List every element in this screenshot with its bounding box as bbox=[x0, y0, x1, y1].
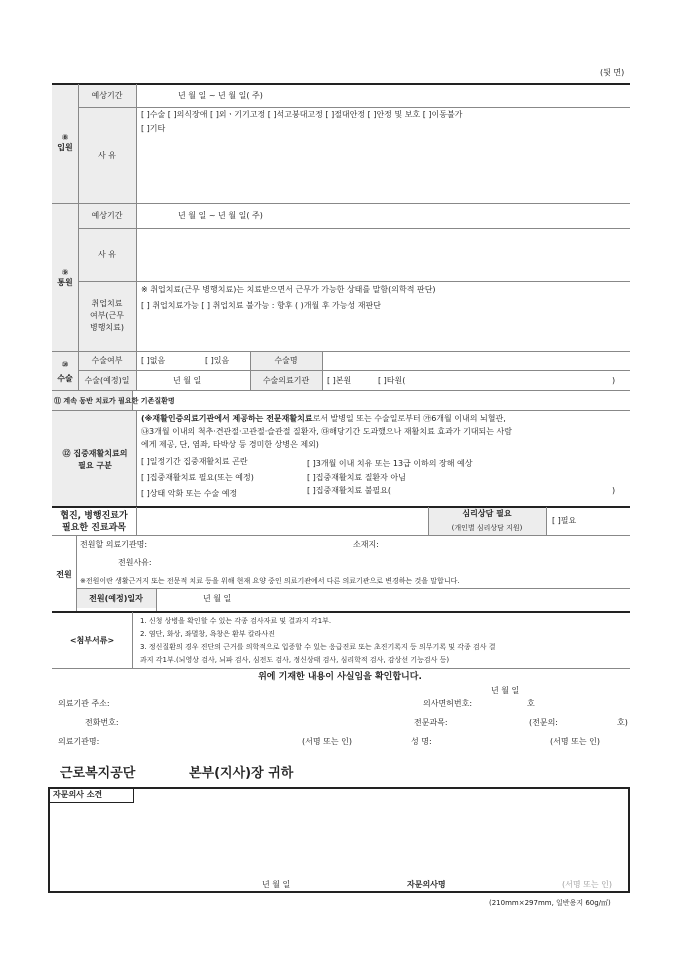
hosp-reason-options[interactable]: [ ]수술 [ ]의식장애 [ ]외ㆍ기기고정 [ ]석고붕대고정 [ ]절대안정 [ ]안정 및 보호 [ ]이동불가 bbox=[141, 110, 463, 119]
advisor-opinion-box[interactable] bbox=[48, 787, 630, 893]
psych-sub-label: (개인별 심리상담 지원) bbox=[451, 524, 523, 532]
surgery-name-label: 수술명 bbox=[274, 356, 298, 365]
surgery-institution-label: 수술의료기관 bbox=[262, 376, 310, 385]
rule bbox=[52, 351, 630, 352]
consult-label: 협진, 병행진료가 필요한 진료과목 bbox=[60, 511, 128, 533]
rehab-option-6[interactable]: [ ]집중재활치료 불필요( bbox=[307, 486, 392, 495]
rehab-option-2[interactable]: [ ]3개월 이내 치유 또는 13급 이하의 장해 예상 bbox=[307, 459, 473, 468]
doctor-name-label: 성 명: bbox=[411, 737, 432, 746]
confirmation-date[interactable]: 년 월 일 bbox=[491, 686, 520, 695]
psych-label: 심리상담 필요 bbox=[462, 509, 512, 518]
out-period-value[interactable]: 년 월 일 ~ 년 월 일( 주) bbox=[178, 211, 263, 220]
rule bbox=[78, 107, 630, 108]
rule-v bbox=[156, 589, 157, 611]
out-period-label: 예상기간 bbox=[91, 211, 123, 220]
page-side-label: (뒷 면) bbox=[600, 68, 625, 77]
rule bbox=[78, 228, 630, 229]
surgery-institution-other[interactable]: [ ]타원( bbox=[378, 376, 406, 385]
rehab-intro-rest: 로서 발병일 또는 수술일로부터 ㉮6개월 이내의 뇌혈관, bbox=[312, 414, 506, 423]
rule-v bbox=[136, 84, 137, 351]
rule bbox=[78, 370, 630, 371]
rule-v bbox=[136, 411, 137, 506]
transfer-date-value[interactable]: 년 월 일 bbox=[203, 594, 232, 603]
surgery-whether-label: 수술여부 bbox=[91, 356, 123, 365]
advisor-opinion-header: 자문의사 소견 bbox=[53, 790, 103, 799]
attachments-label: <첨부서류> bbox=[69, 636, 115, 645]
addressee-org: 근로복지공단 bbox=[60, 766, 136, 781]
institution-address-label: 의료기관 주소: bbox=[58, 699, 110, 708]
rehab-option-1[interactable]: [ ]일정기간 집중재활치료 곤란 bbox=[141, 457, 248, 466]
rehab-option-5[interactable]: [ ]상태 악화 또는 수술 예정 bbox=[141, 489, 238, 498]
rule-v bbox=[78, 352, 79, 390]
attachment-item-1: 1. 신청 상병을 확인할 수 있는 각종 검사자료 및 결과지 각1부. bbox=[140, 617, 332, 625]
signature-hint-2: (서명 또는 인) bbox=[550, 737, 600, 746]
license-number-label: 의사면허번호: bbox=[423, 699, 473, 708]
rule-v bbox=[132, 612, 133, 668]
transfer-reason-label: 전원사유: bbox=[118, 558, 152, 567]
surgery-date-label: 수술(예정)일 bbox=[84, 376, 130, 385]
psych-option[interactable]: [ ]필요 bbox=[552, 516, 577, 525]
transfer-date-label: 전원(예정)일자 bbox=[89, 594, 143, 603]
signature-hint-1: (서명 또는 인) bbox=[302, 737, 352, 746]
transfer-institution-label: 전원할 의료기관명: bbox=[80, 540, 148, 549]
rule bbox=[76, 588, 630, 589]
advisor-date[interactable]: 년 월 일 bbox=[262, 880, 291, 889]
rule bbox=[52, 535, 630, 536]
rule-v bbox=[546, 507, 547, 535]
rule-v bbox=[250, 352, 251, 390]
license-number-suffix: 호 bbox=[527, 699, 535, 708]
surgery-option-none[interactable]: [ ]없음 bbox=[141, 356, 166, 365]
rule bbox=[52, 203, 630, 204]
hosp-period-value[interactable]: 년 월 일 ~ 년 월 일( 주) bbox=[178, 91, 263, 100]
outpatient-label: ⑨ 통원 bbox=[57, 268, 73, 287]
rule bbox=[52, 410, 630, 411]
attachment-item-3: 3. 정신질환의 경우 진단의 근거를 의학적으로 입증할 수 있는 응급진료 또는 초진기록지 등 의무기록 및 각종 검사 결 bbox=[140, 643, 496, 651]
rule-v bbox=[428, 507, 429, 535]
rule-thick bbox=[52, 506, 630, 508]
transfer-note: ※전원이란 생활근거지 또는 전문적 치료 등을 위해 현재 요양 중인 의료기관에서 다른 의료기관으로 변경하는 것을 말합니다. bbox=[80, 577, 460, 585]
advisor-header-divider bbox=[133, 788, 134, 802]
attachment-item-2: 2. 염단, 화상, 좌멸창, 욕창은 환부 칼라사진 bbox=[140, 630, 275, 638]
rehab-intro-line2: ㉯3개월 이내의 척추·견관절·고관절·슬관절 질환자, ㉰해당기간 도과했으나 재활치료 효과가 기대되는 사람 bbox=[141, 427, 512, 436]
rule-v bbox=[136, 507, 137, 535]
work-treatment-label: 취업치료 여부(근무 병행치료) bbox=[89, 299, 125, 332]
work-treatment-options[interactable]: [ ] 취업치료가능 [ ] 취업치료 불가능 : 향후 ( )개월 후 가능성 재판단 bbox=[141, 301, 381, 310]
shade-col-2 bbox=[78, 84, 136, 390]
work-treatment-note: ※ 취업치료(근무 병행치료)는 치료받으면서 근무가 가능한 상태를 말함(의학적 판단) bbox=[141, 285, 436, 294]
surgery-option-yes[interactable]: [ ]있음 bbox=[205, 356, 230, 365]
specialist-label: (전문의: bbox=[529, 718, 559, 727]
rehab-intro-line1 bbox=[141, 414, 506, 424]
rehab-option-4[interactable]: [ ]집중재활치료 질환자 아님 bbox=[307, 473, 406, 482]
transfer-label: 전원 bbox=[56, 570, 72, 579]
rule-v bbox=[322, 352, 323, 390]
rehab-option-6-close: ) bbox=[612, 486, 616, 495]
rule bbox=[52, 390, 630, 391]
advisor-doctor-label: 자문의사명 bbox=[407, 880, 446, 889]
shade-col-1 bbox=[52, 84, 78, 390]
rule-v bbox=[78, 84, 79, 351]
rule bbox=[52, 668, 630, 669]
confirmation-statement: 위에 기재한 내용이 사실임을 확인합니다. bbox=[258, 672, 422, 682]
rule bbox=[78, 281, 630, 282]
surgery-institution-close: ) bbox=[612, 376, 616, 385]
rule-v bbox=[76, 536, 77, 611]
paper-spec: (210mm×297mm, 일반용지 60g/㎡) bbox=[489, 899, 611, 907]
specialty-label: 전문과목: bbox=[414, 718, 448, 727]
hospitalization-label: ⑧ 입원 bbox=[57, 133, 73, 152]
addressee-to: 본부(지사)장 귀하 bbox=[189, 766, 294, 781]
surgery-label: ⑩ 수술 bbox=[57, 360, 73, 383]
advisor-signature-hint: (서명 또는 인) bbox=[562, 880, 612, 889]
rehab-intro-bold: (※재활인증의료기관에서 제공하는 전문재활치료 bbox=[141, 414, 313, 423]
hosp-reason-label: 사 유 bbox=[98, 151, 116, 160]
rehab-option-3[interactable]: [ ]집중재활치료 필요(또는 예정) bbox=[141, 473, 254, 482]
attachment-item-4: 과지 각1부.(뇌영상 검사, 뇌파 검사, 심전도 검사, 정신상태 검사, 심리학적 검사, 감상선 기능검사 등) bbox=[140, 656, 450, 664]
out-reason-label: 사 유 bbox=[98, 250, 116, 259]
surgery-institution-self[interactable]: [ ]본원 bbox=[327, 376, 352, 385]
specialist-suffix: 호) bbox=[617, 718, 628, 727]
hosp-period-label: 예상기간 bbox=[91, 91, 123, 100]
rule-thick bbox=[52, 611, 630, 613]
hosp-reason-other[interactable]: [ ]기타 bbox=[141, 124, 166, 133]
rehab-intro-line3: 에게 제공, 단, 염좌, 타박상 등 경미한 상병은 제외) bbox=[141, 440, 319, 449]
institution-name-label: 의료기관명: bbox=[58, 737, 100, 746]
rule-top bbox=[52, 83, 630, 85]
intensive-rehab-label: ⑫ 집중재활치료의 필요 구분 bbox=[62, 449, 128, 470]
continued-treatment-label: ⑪ 계속 동반 치료가 필요한 기존질환명 bbox=[54, 397, 175, 405]
advisor-header-underline bbox=[48, 802, 134, 803]
phone-label: 전화번호: bbox=[85, 718, 119, 727]
surgery-date-value[interactable]: 년 월 일 bbox=[173, 376, 202, 385]
rule-v bbox=[136, 352, 137, 390]
transfer-location-label: 소재지: bbox=[353, 540, 379, 549]
